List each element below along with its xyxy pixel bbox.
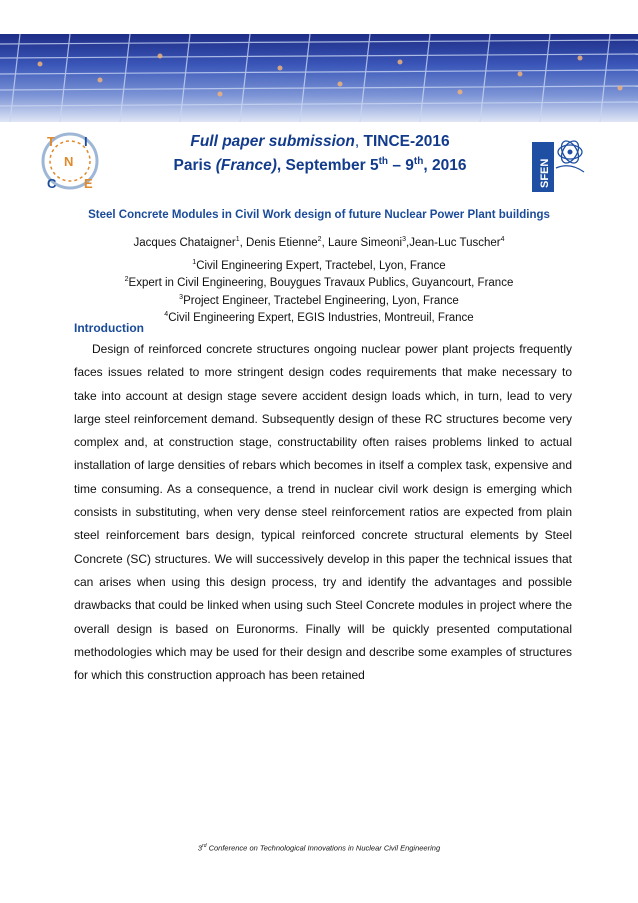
author-affiliation-number: 2 xyxy=(317,236,322,243)
date-start-suffix: th xyxy=(378,156,389,167)
affiliation-text: Expert in Civil Engineering, Bouygues Travaux Publics, Guyancourt, France xyxy=(128,277,514,290)
author-name: Jacques Chataigner xyxy=(133,236,236,249)
conference-title-line-1 xyxy=(120,132,520,152)
tince-logo xyxy=(38,128,102,194)
section-heading-introduction: Introduction xyxy=(74,321,144,335)
affiliation-item xyxy=(60,256,578,273)
page-footer xyxy=(0,843,638,853)
conference-title-line-2 xyxy=(120,152,520,176)
author-affiliation-number: 4 xyxy=(500,236,505,243)
header-banner-image xyxy=(0,34,638,122)
logo-letter: I xyxy=(84,134,88,149)
author-name: Denis Etienne xyxy=(246,236,318,249)
event-name: TINCE-2016 xyxy=(363,133,450,150)
location-city: Paris xyxy=(173,157,216,175)
introduction-paragraph: Design of reinforced concrete structures ongoing nuclear power plant projects frequently faces issues related to more stringent design codes requirements that make necessary to take into account at design stage severe accident design loads which, in turn, lead to very large steel reinforcement demand. Subsequently design of these RC structures become very complex and, at construction stage, constructability often raises problems linked to actual installation of large densities of rebars which becomes in itself a complex task, expensive and time consuming. As a consequence, a trend in nuclear civil work design is emerging which consists in substituting, when very dense steel reinforcement ratios are expected from plain steel reinforcement bars design, typical reinforced concrete structural elements by Steel Concrete (SC) structures. We will successively develop in this paper the technical issues that can arises when using this design process, try and identify the advantages and possible drawbacks that could be linked when using such Steel Concrete modules in project where the overall design is based on Euronorms. Finally will be quickly presented computational methodologies which may be used for their design and describe some examples of structures for which this construction approach has been retained xyxy=(74,342,572,683)
author-affiliation-number: 3 xyxy=(402,236,407,243)
date-end-suffix: th xyxy=(413,156,424,167)
author-name: Jean-Luc Tuscher xyxy=(409,236,501,249)
author-affiliation-number: 1 xyxy=(235,236,240,243)
affiliation-number: 3 xyxy=(179,293,184,301)
paper-title: Steel Concrete Modules in Civil Work design of future Nuclear Power Plant buildings xyxy=(88,209,550,221)
logo-letter: E xyxy=(84,176,93,191)
footer-ordinal: 3 xyxy=(197,843,203,853)
date-year: , 2016 xyxy=(423,157,467,175)
title-separator: , xyxy=(354,133,364,150)
logo-letter: N xyxy=(64,154,74,169)
affiliation-item xyxy=(60,291,578,308)
affiliation-text: Civil Engineering Expert, EGIS Industries, Montreuil, France xyxy=(168,311,474,324)
logo-letter: C xyxy=(47,176,57,191)
location-country: (France) xyxy=(215,157,277,175)
submission-type: Full paper submission xyxy=(190,133,355,150)
sfen-logo xyxy=(530,128,592,194)
affiliation-number: 1 xyxy=(192,259,197,266)
sfen-logo-text: SFEN xyxy=(539,158,551,188)
logo-letter: T xyxy=(47,134,55,149)
affiliation-text: Civil Engineering Expert, Tractebel, Lyon, France xyxy=(196,259,446,272)
author-name: Laure Simeoni xyxy=(327,236,403,249)
affiliation-text: Project Engineer, Tractebel Engineering, Lyon, France xyxy=(183,294,459,307)
date-end: – 9 xyxy=(388,157,414,175)
affiliation-item xyxy=(60,273,578,290)
footer-text: Conference on Technological Innovations in Nuclear Civil Engineering xyxy=(206,843,441,853)
affiliation-list xyxy=(60,256,578,325)
footer-ordinal-suffix: rd xyxy=(202,843,207,849)
author-list: Jacques Chataigner$^1$, Denis Etienne$^2$, Laure Simeoni$^3$,Jean-Luc Tuscher$^4$ xyxy=(133,236,505,249)
affiliation-number: 4 xyxy=(164,310,169,318)
conference-title xyxy=(120,132,520,176)
date-start: , September 5 xyxy=(276,157,379,175)
affiliation-number: 2 xyxy=(124,276,129,284)
